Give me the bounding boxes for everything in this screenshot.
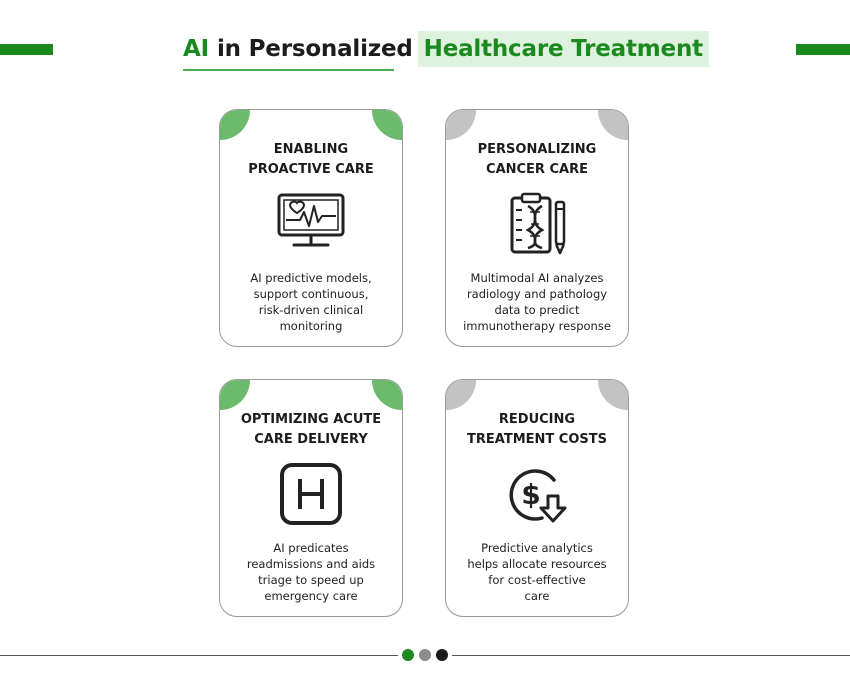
dna-clipboard-icon <box>502 192 572 256</box>
card-corner <box>372 380 402 410</box>
card-body <box>454 270 620 334</box>
card-body-line: support continuous, <box>253 287 369 301</box>
pager-dot <box>402 649 414 661</box>
card-heading-line: PERSONALIZING <box>477 142 597 157</box>
right-accent-bar <box>796 44 850 55</box>
pager-dot <box>436 649 448 661</box>
card-heading <box>226 410 396 450</box>
page-title <box>183 31 709 67</box>
title-underline <box>183 69 394 71</box>
card-body-line: risk-driven clinical <box>258 303 364 317</box>
card-body-line: AI predicates <box>273 541 349 555</box>
card-corner <box>598 380 628 410</box>
left-accent-bar <box>0 44 53 55</box>
card-corner <box>446 380 476 410</box>
card-heading <box>226 140 396 180</box>
card-body-line: for cost-effective <box>488 573 586 587</box>
card-heading-line: TREATMENT COSTS <box>467 432 607 447</box>
card-heading-line: CARE DELIVERY <box>254 432 368 447</box>
card-body-line: monitoring <box>279 319 343 333</box>
card-acute-care <box>219 379 403 617</box>
card-cancer-care <box>445 109 629 347</box>
card-body-line: helps allocate resources <box>467 557 607 571</box>
card-body-line: Multimodal AI analyzes <box>470 271 604 285</box>
card-body-line: radiology and pathology <box>466 287 608 301</box>
card-heading-line: CANCER CARE <box>486 162 588 177</box>
card-corner <box>446 110 476 140</box>
card-heading-line: OPTIMIZING ACUTE <box>240 412 382 427</box>
card-body-line: care <box>524 589 550 603</box>
card-corner <box>220 380 250 410</box>
card-body <box>454 540 620 604</box>
hospital-h-icon <box>276 462 346 526</box>
card-body-line: triage to speed up <box>258 573 364 587</box>
footer-divider <box>0 655 398 656</box>
card-treatment-costs <box>445 379 629 617</box>
card-heading-line: REDUCING <box>498 412 576 427</box>
title-middle: in Personalized <box>216 36 413 62</box>
card-corner <box>598 110 628 140</box>
title-highlight: Healthcare Treatment <box>418 31 709 67</box>
card-proactive-care <box>219 109 403 347</box>
card-heading-line: PROACTIVE CARE <box>248 162 374 177</box>
card-heading <box>452 410 622 450</box>
heart-monitor-icon <box>276 192 346 256</box>
card-body <box>228 270 394 334</box>
card-body-line: immunotherapy response <box>463 319 611 333</box>
card-corner <box>220 110 250 140</box>
svg-text:$: $ <box>521 478 541 511</box>
card-heading <box>452 140 622 180</box>
card-body <box>228 540 394 604</box>
card-body-line: data to predict <box>494 303 580 317</box>
pager-dot <box>419 649 431 661</box>
footer-divider <box>452 655 850 656</box>
card-body-line: AI predictive models, <box>250 271 372 285</box>
card-body-line: readmissions and aids <box>246 557 376 571</box>
card-body-line: emergency care <box>264 589 358 603</box>
card-heading-line: ENABLING <box>273 142 349 157</box>
card-corner <box>372 110 402 140</box>
card-body-line: Predictive analytics <box>481 541 593 555</box>
title-ai: AI <box>183 36 209 62</box>
dollar-down-arrow-icon <box>502 462 572 526</box>
